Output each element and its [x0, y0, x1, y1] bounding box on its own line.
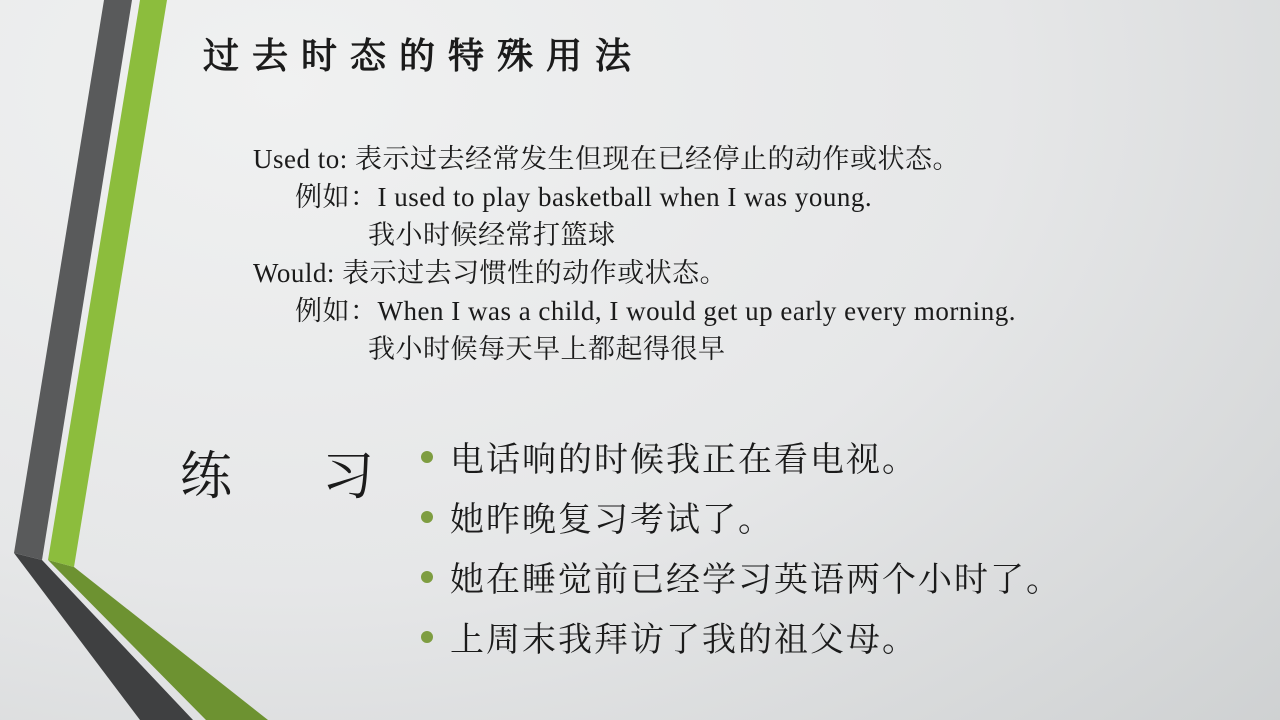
- practice-heading: [180, 446, 374, 510]
- ribbon-gray-lower-segment: [14, 553, 193, 720]
- note-line-would: Would: 表示过去习惯性的动作或状态。: [253, 258, 728, 288]
- bullet-icon: [421, 631, 433, 643]
- list-item: [421, 498, 1062, 558]
- list-item: [421, 558, 1062, 618]
- practice-sentence: 她昨晚复习考试了。: [450, 502, 774, 539]
- list-item: [421, 438, 1062, 498]
- practice-heading-char-1: 练: [180, 449, 233, 506]
- practice-heading-char-2: 习: [322, 449, 375, 506]
- practice-sentence: 上周末我拜访了我的祖父母。: [450, 622, 918, 659]
- grammar-notes-block: [253, 140, 1153, 368]
- bullet-icon: [421, 571, 433, 583]
- note-line-translation-2: 我小时候每天早上都起得很早: [368, 334, 726, 364]
- note-line-example-1: 例如：I used to play basketball when I was young.: [295, 182, 873, 212]
- practice-sentence: 电话响的时候我正在看电视。: [450, 442, 918, 479]
- note-line-used-to: Used to: 表示过去经常发生但现在已经停止的动作或状态。: [253, 144, 960, 174]
- slide-title: 过去时态的特殊用法: [203, 36, 645, 76]
- note-line-translation-1: 我小时候经常打篮球: [368, 220, 616, 250]
- practice-sentence-list: [421, 438, 1062, 678]
- bullet-icon: [421, 511, 433, 523]
- note-line-example-2: 例如：When I was a child, I would get up early every morning.: [295, 296, 1017, 326]
- practice-sentence: 她在睡觉前已经学习英语两个小时了。: [450, 562, 1062, 599]
- list-item: [421, 618, 1062, 678]
- bullet-icon: [421, 451, 433, 463]
